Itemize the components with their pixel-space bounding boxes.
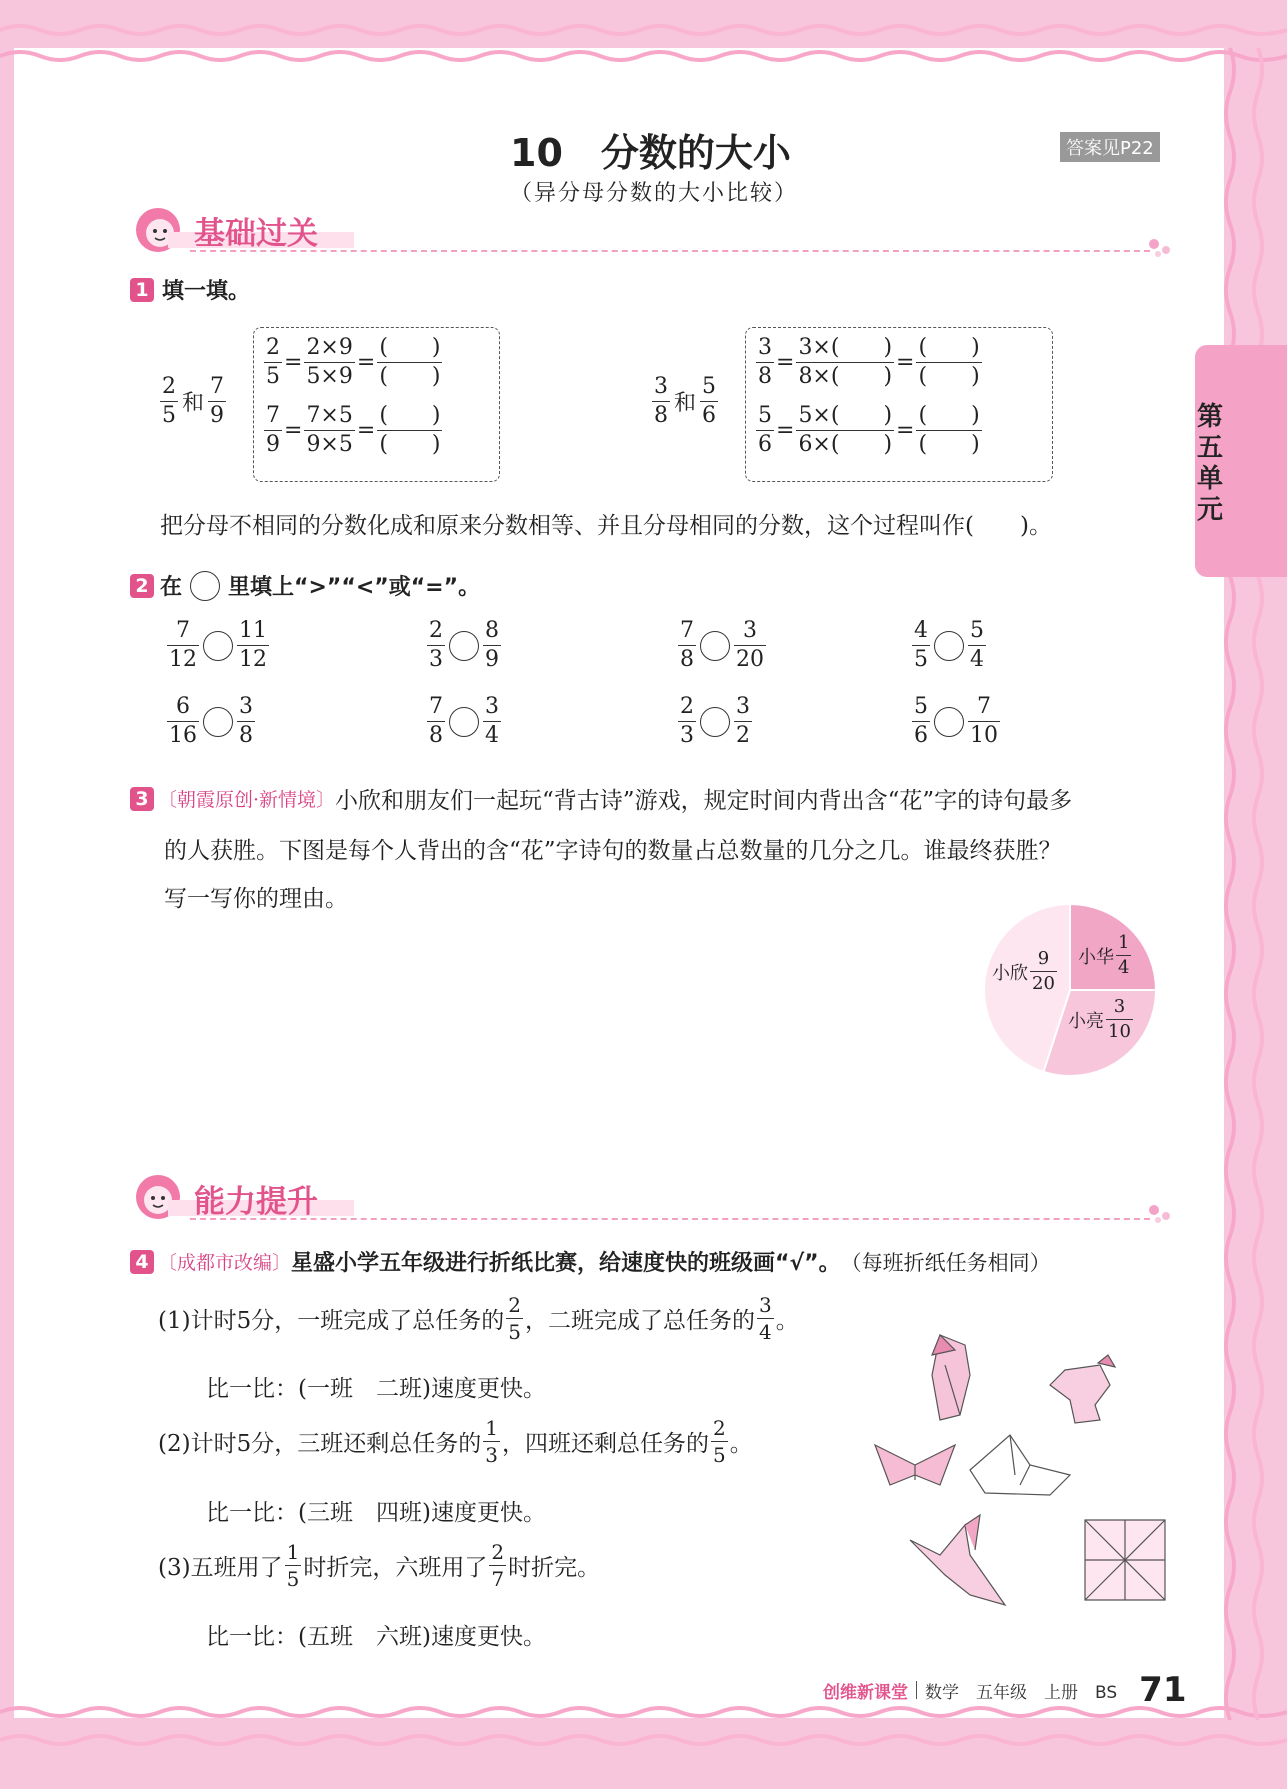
pair-2-label: $\frac{3}{8}$ 和 $\frac{5}{6}$ bbox=[654, 374, 717, 428]
left-fraction: $\frac{2}{3}$ bbox=[680, 694, 694, 748]
question-number: 1 bbox=[130, 278, 154, 302]
pie-label-hua: 小华 $\frac{1}{4}$ bbox=[1078, 932, 1130, 978]
question-source: 〔朝霞原创·新情境〕 bbox=[158, 789, 336, 811]
comparison-item bbox=[425, 696, 503, 747]
right-fraction: $\frac{11}{12}$ bbox=[239, 618, 267, 672]
left-fraction: $\frac{7}{8}$ bbox=[429, 694, 443, 748]
page-title: 10 分数的大小 bbox=[510, 131, 791, 175]
pair-1-row-1: $\frac{2}{5}$ = $\frac{2\times 9}{5\times 9}$ = $\frac{( )}{( )}$ bbox=[266, 335, 441, 389]
boat-origami-icon bbox=[970, 1435, 1070, 1495]
answer-circle[interactable] bbox=[203, 707, 233, 737]
decor-dots-icon bbox=[1148, 1202, 1174, 1224]
answer-blank[interactable]: $\frac{5\times( )}{6\times( )}$ bbox=[798, 403, 893, 457]
comparison-item bbox=[676, 696, 754, 747]
comparison-item bbox=[676, 620, 768, 671]
comparison-item bbox=[425, 620, 503, 671]
penguin-origami-icon bbox=[932, 1335, 970, 1420]
question-4-title: 4 〔成都市改编〕 星盛小学五年级进行折纸比赛，给速度快的班级画“√”。 （每班折纸任务相同） bbox=[130, 1246, 1051, 1277]
section-divider bbox=[190, 1218, 1150, 1220]
section-divider bbox=[190, 250, 1150, 252]
page-number: 71 bbox=[1139, 1670, 1187, 1710]
comparison-item bbox=[165, 696, 257, 747]
q4-compare-3[interactable]: 比一比：(五班 六班)速度更快。 bbox=[206, 1624, 546, 1650]
q4-compare-2[interactable]: 比一比：(三班 四班)速度更快。 bbox=[206, 1500, 546, 1526]
answer-circle[interactable] bbox=[934, 631, 964, 661]
answer-blank[interactable]: $\frac{( )}{( )}$ bbox=[379, 403, 441, 457]
answer-blank[interactable]: $\frac{( )}{( )}$ bbox=[918, 403, 980, 457]
answer-circle[interactable] bbox=[449, 631, 479, 661]
page-subtitle: （异分母分数的大小比较） bbox=[510, 181, 799, 206]
butterfly-origami-icon bbox=[875, 1445, 955, 1485]
left-fraction: $\frac{7}{12}$ bbox=[169, 618, 197, 672]
answer-circle[interactable] bbox=[700, 707, 730, 737]
pinwheel-origami-icon bbox=[1085, 1520, 1165, 1600]
right-fraction: $\frac{3}{2}$ bbox=[736, 694, 750, 748]
q4-part-2: (2)计时5分，三班还剩总任务的 $\frac{1}{3}$ ，四班还剩总任务的 $\frac{2}{5}$ 。 bbox=[158, 1416, 753, 1467]
comparison-item bbox=[910, 696, 1002, 747]
question-text: 填一填。 bbox=[162, 279, 251, 304]
question-3-line-1: 3 〔朝霞原创·新情境〕 小欣和朋友们一起玩“背古诗”游戏，规定时间内背出含“花”字的诗句最多 bbox=[130, 782, 1072, 815]
pie-label-liang: 小亮 $\frac{3}{10}$ bbox=[1068, 996, 1131, 1042]
crane-origami-icon bbox=[910, 1515, 1005, 1605]
origami-illustrations bbox=[870, 1325, 1180, 1615]
right-fraction: $\frac{3}{20}$ bbox=[736, 618, 764, 672]
q4-part-1: (1)计时5分，一班完成了总任务的 $\frac{2}{5}$ ，二班完成了总任务的 $\frac{3}{4}$ 。 bbox=[158, 1293, 799, 1344]
right-fraction: $\frac{3}{4}$ bbox=[485, 694, 499, 748]
answer-blank[interactable]: $\frac{( )}{( )}$ bbox=[918, 335, 980, 389]
squirrel-origami-icon bbox=[1050, 1355, 1115, 1423]
q4-part-3: (3)五班用了 $\frac{1}{5}$ 时折完，六班用了 $\frac{2}{7}$ 时折完。 bbox=[158, 1540, 601, 1591]
footer-divider bbox=[916, 1681, 917, 1699]
answer-blank[interactable]: $\frac{3\times( )}{8\times( )}$ bbox=[798, 335, 893, 389]
right-fraction: $\frac{3}{8}$ bbox=[239, 694, 253, 748]
question-number: 3 bbox=[130, 787, 154, 811]
pair-2-row-1: $\frac{3}{8}$ = $\frac{3\times( )}{8\times( )}$ = $\frac{( )}{( )}$ bbox=[758, 335, 980, 389]
answer-circle[interactable] bbox=[449, 707, 479, 737]
decor-dots-icon bbox=[1148, 236, 1174, 258]
q4-compare-1[interactable]: 比一比：(一班 二班)速度更快。 bbox=[206, 1376, 546, 1402]
circle-icon bbox=[190, 571, 220, 601]
question-2-title: 2 在 里填上“>”“<”或“=”。 bbox=[130, 570, 480, 601]
right-fraction: $\frac{8}{9}$ bbox=[485, 618, 499, 672]
left-fraction: $\frac{2}{3}$ bbox=[429, 618, 443, 672]
question-3-line-3: 写一写你的理由。 bbox=[164, 886, 348, 912]
question-source: 〔成都市改编〕 bbox=[158, 1252, 292, 1274]
answer-circle[interactable] bbox=[700, 631, 730, 661]
answer-circle[interactable] bbox=[203, 631, 233, 661]
question-1-sentence: 把分母不相同的分数化成和原来分数相等、并且分母相同的分数，这个过程叫作( )。 bbox=[160, 513, 1052, 539]
answer-ref-badge: 答案见P22 bbox=[1060, 132, 1160, 162]
right-fraction: $\frac{5}{4}$ bbox=[970, 618, 984, 672]
comparison-item bbox=[165, 620, 271, 671]
left-fraction: $\frac{5}{6}$ bbox=[914, 694, 928, 748]
left-fraction: $\frac{4}{5}$ bbox=[914, 618, 928, 672]
question-number: 4 bbox=[130, 1250, 154, 1274]
pair-1-label: $\frac{2}{5}$ 和 $\frac{7}{9}$ bbox=[162, 374, 225, 428]
comparison-item bbox=[910, 620, 988, 671]
pair-2-row-2: $\frac{5}{6}$ = $\frac{5\times( )}{6\times( )}$ = $\frac{( )}{( )}$ bbox=[758, 403, 980, 457]
footer-brand: 创维新课堂 bbox=[823, 1682, 908, 1703]
section-basic-title: 基础过关 bbox=[194, 216, 318, 252]
question-3-line-2: 的人获胜。下图是每个人背出的含“花”字诗句的数量占总数量的几分之几。谁最终获胜？ bbox=[164, 838, 1062, 864]
answer-circle[interactable] bbox=[934, 707, 964, 737]
footer bbox=[823, 1670, 1186, 1710]
side-tab-label: 第五单元 bbox=[1197, 402, 1224, 525]
pie-label-xin: 小欣 $\frac{9}{20}$ bbox=[992, 948, 1055, 994]
right-fraction: $\frac{7}{10}$ bbox=[970, 694, 998, 748]
footer-info: 数学 五年级 上册 BS bbox=[925, 1682, 1118, 1703]
answer-blank[interactable]: $\frac{( )}{( )}$ bbox=[379, 335, 441, 389]
question-1-title bbox=[130, 274, 250, 305]
question-number: 2 bbox=[130, 574, 154, 598]
left-fraction: $\frac{6}{16}$ bbox=[169, 694, 197, 748]
pair-1-row-2: $\frac{7}{9}$ = $\frac{7\times 5}{9\times 5}$ = $\frac{( )}{( )}$ bbox=[266, 403, 441, 457]
left-fraction: $\frac{7}{8}$ bbox=[680, 618, 694, 672]
section-advanced-title: 能力提升 bbox=[194, 1184, 318, 1220]
